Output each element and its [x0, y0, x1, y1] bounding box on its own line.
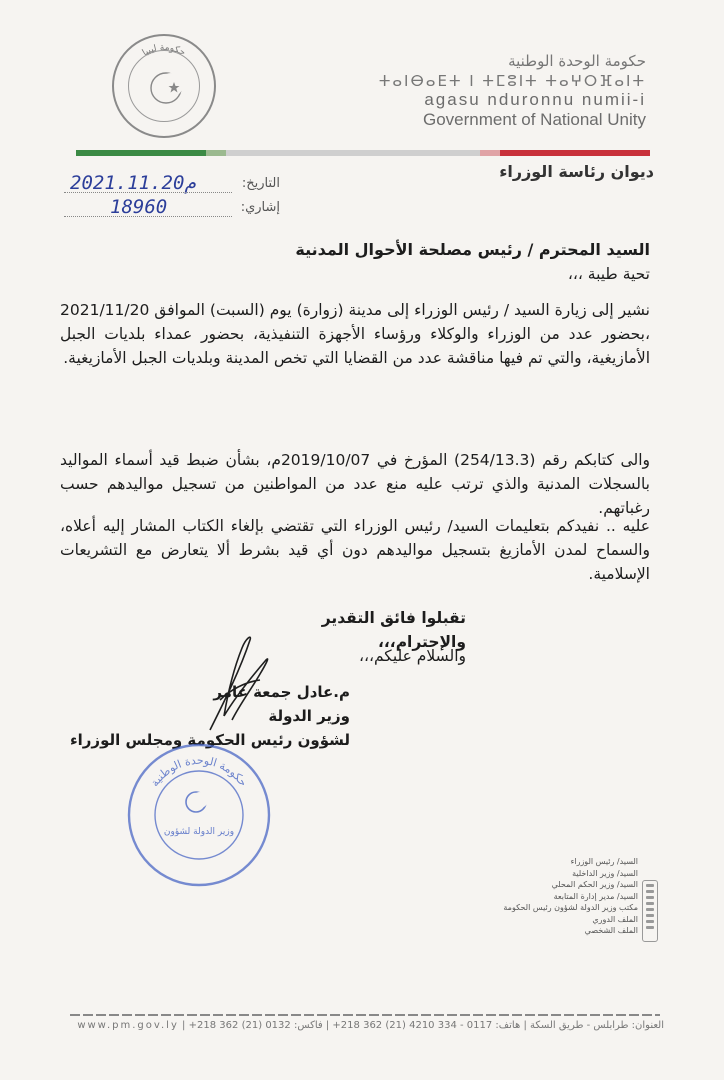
footer-contact: العنوان: طرابلس - طريق السكة | هاتف: 0117 - 334 4210 (21) 362 218+ | فاكس: 0132 (21) 362 218+ | www.pm.gov.ly: [77, 1020, 664, 1031]
reference-field: [60, 196, 280, 220]
signatory-department: لشؤون رئيس الحكومة ومجلس الوزراء: [69, 731, 350, 749]
cc-item: مكتب وزير الدولة لشؤون رئيس الحكومة: [503, 903, 638, 912]
cc-item: الملف الشخصي: [584, 926, 638, 935]
stamp-center-text: وزير الدولة لشؤون: [163, 827, 235, 837]
date-label: التاريخ:: [241, 176, 280, 191]
paragraph-2: والى كتابكم رقم (254/13.3) المؤرخ في 2019/10/07م، بشأن ضبط قيد أسماء المواليد بالسجلات المدنية والذي ترتب عليه منع عدد من المواطنين من تسجيل مواليدهم حسب رغباتهم.: [60, 451, 650, 517]
greeting: تحية طيبة ،،،: [567, 265, 650, 283]
signatory-name: م.عادل جمعة عامر: [213, 683, 350, 701]
closing-salutation: والسلام عليكم،،،: [358, 647, 466, 665]
cc-item: السيد/ وزير الحكم المحلي: [551, 880, 638, 889]
addressee: السيد المحترم / رئيس مصلحة الأحوال المدنية: [295, 240, 650, 259]
flag-stripe: [76, 150, 650, 156]
closing-regards: تقبلوا فائق التقدير والإحترام،،،: [321, 609, 466, 651]
date-value: 2021.11.20م: [70, 172, 196, 194]
footer-website[interactable]: www.pm.gov.ly: [77, 1020, 179, 1031]
cc-item: السيد/ رئيس الوزراء: [570, 857, 638, 866]
gov-name-tifinagh: ⵜⴰⵏⴱⴰⴹⵜ ⵏ ⵜⵎⵓⵏⵜ ⵜⴰⵖⵔⴼⴰⵏⵜ: [378, 72, 646, 90]
paragraph-3: عليه .. نفيدكم بتعليمات السيد/ رئيس الوزراء التي تقتضي بإلغاء الكتاب المشار إليه أعلاه، والسماح لمدن الأمازيغ بتسجيل مواليدهم دون أي قيد بشرط ألا يتعارض مع التشريعات الإسلامية.: [60, 517, 650, 583]
footer-phone: هاتف: 0117 - 334 4210 (21) 362 218+: [332, 1020, 521, 1031]
footer-divider: [70, 1012, 660, 1018]
gov-name-arabic: حكومة الوحدة الوطنية: [508, 52, 646, 70]
office-title: ديوان رئاسة الوزراء: [499, 162, 654, 181]
reference-label: إشاري:: [240, 200, 280, 215]
cc-item: السيد/ مدير إدارة المتابعة: [553, 891, 638, 901]
cc-item: الملف الدوري: [592, 914, 638, 924]
footer-fax: فاكس: 0132 (21) 362 218+: [188, 1020, 323, 1031]
reference-value: 18960: [110, 196, 168, 218]
decorative-pattern-icon: [642, 880, 658, 942]
svg-text:حكومة ليبيا: حكومة ليبيا: [140, 42, 187, 59]
footer-address: العنوان: طرابلس - طريق السكة: [530, 1020, 664, 1031]
cc-item: السيد/ وزير الداخلية: [572, 868, 638, 878]
official-stamp: [126, 742, 272, 888]
date-field: [60, 172, 280, 196]
government-seal: [112, 34, 216, 138]
signatory-title: وزير الدولة: [268, 707, 350, 725]
gov-name-tamazight: agasu nduronnu numii-i: [424, 90, 646, 109]
government-header: [379, 52, 646, 130]
gov-name-english: Government of National Unity: [423, 110, 646, 129]
cc-list: [468, 856, 638, 937]
svg-text:حكومة الوحدة الوطنية: حكومة الوحدة الوطنية: [148, 753, 250, 789]
paragraph-1: نشير إلى زيارة السيد / رئيس الوزراء إلى مدينة (زوارة) يوم (السبت) الموافق 2021/11/20 ،بحضور عدد من الوزراء والوكلاء ورؤساء الأجهزة التنفيذية، بحضور عمداء بلديات الجبل الأمازيغية، والتي تم فيها مناقشة عدد من القضايا التي تخص المدينة وبلديات الجبل الأمازيغية.: [60, 301, 650, 367]
